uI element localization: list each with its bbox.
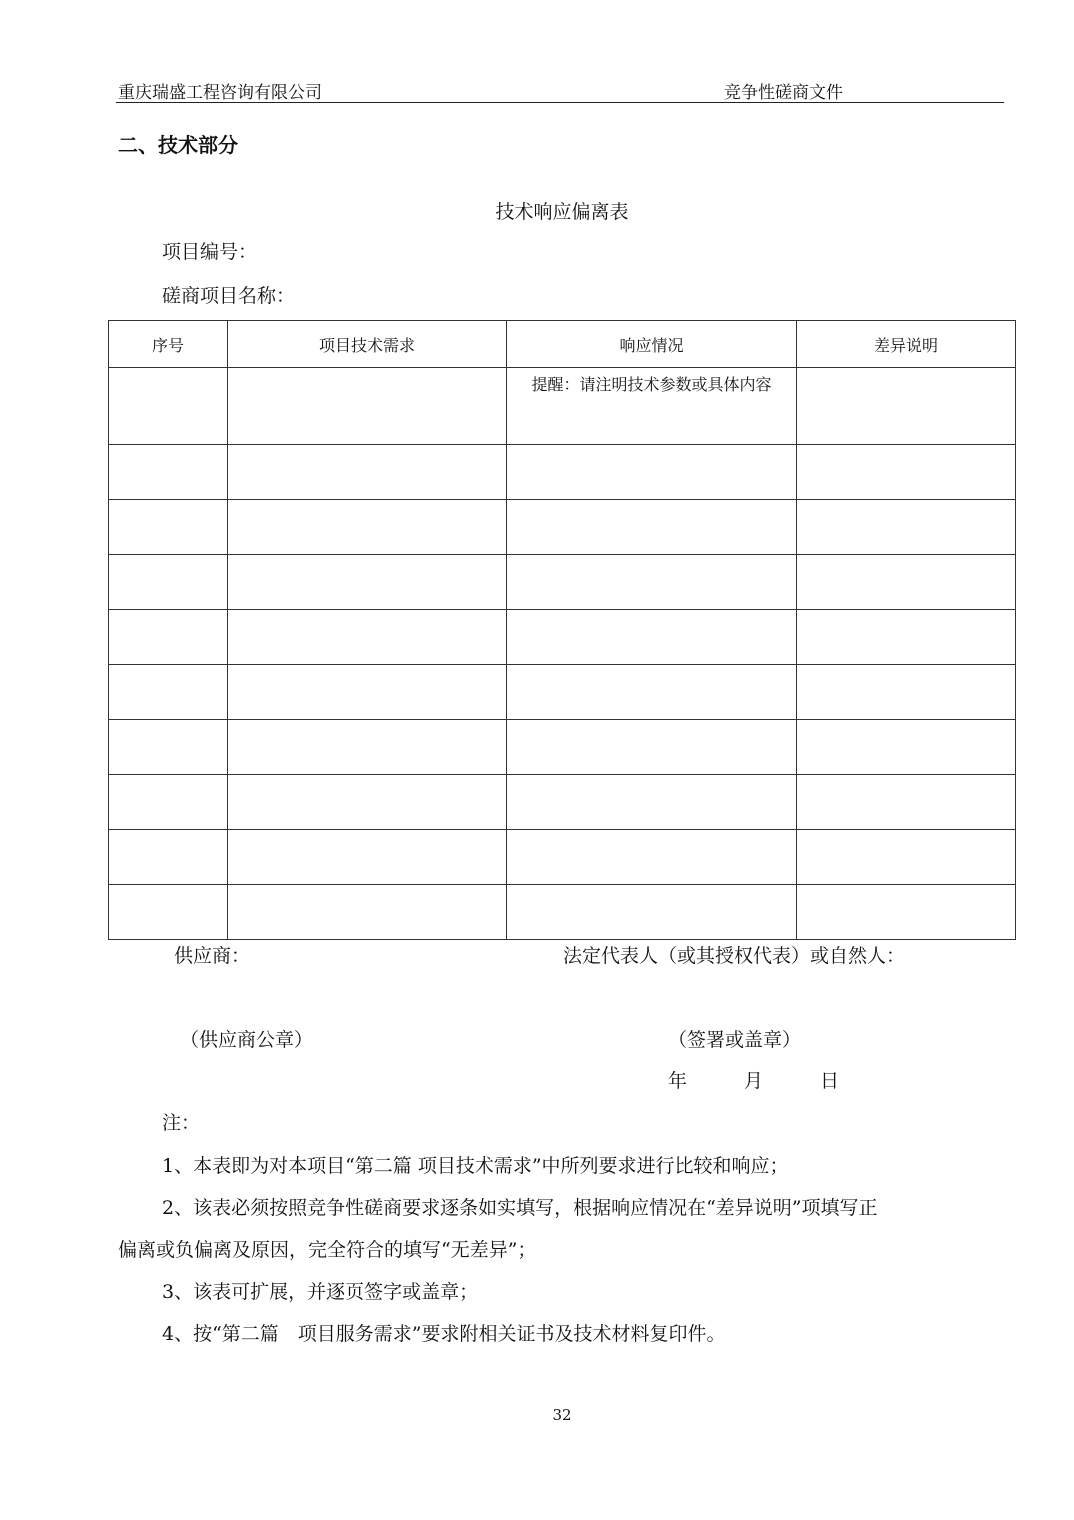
cell-index[interactable] (109, 368, 228, 445)
table-row (109, 665, 1016, 720)
cell-index[interactable] (109, 610, 228, 665)
project-no-label: 项目编号： (162, 241, 258, 263)
cell-index[interactable] (109, 720, 228, 775)
representative-seal-label: （签署或盖章） (668, 1029, 802, 1051)
note-item: 1、本表即为对本项目“第二篇 项目技术需求”中所列要求进行比较和响应； (162, 1155, 789, 1177)
cell-response[interactable] (507, 500, 797, 555)
date-year-label: 年 (668, 1070, 688, 1092)
supplier-seal-label: （供应商公章） (180, 1029, 314, 1051)
table-row (109, 775, 1016, 830)
cell-requirement[interactable] (228, 500, 507, 555)
section-title: 二、技术部分 (118, 133, 238, 157)
cell-difference[interactable] (797, 500, 1016, 555)
column-header-difference: 差异说明 (797, 321, 1016, 368)
column-header-requirement: 项目技术需求 (228, 321, 507, 368)
table-row (109, 830, 1016, 885)
cell-response[interactable] (507, 775, 797, 830)
table-row (109, 610, 1016, 665)
cell-response[interactable] (507, 368, 797, 445)
header-doc-type: 竞争性磋商文件 (724, 83, 843, 103)
cell-response[interactable] (507, 555, 797, 610)
cell-requirement[interactable] (228, 665, 507, 720)
cell-requirement[interactable] (228, 885, 507, 940)
cell-difference[interactable] (797, 445, 1016, 500)
cell-requirement[interactable] (228, 610, 507, 665)
table-row (109, 500, 1016, 555)
cell-response[interactable] (507, 445, 797, 500)
note-item: 2、该表必须按照竞争性磋商要求逐条如实填写，根据响应情况在“差异说明”项填写正 (162, 1197, 878, 1219)
response-hint: 提醒：请注明技术参数或具体内容 (531, 375, 772, 394)
cell-difference[interactable] (797, 720, 1016, 775)
cell-requirement[interactable] (228, 445, 507, 500)
project-name-label: 磋商项目名称： (162, 285, 296, 307)
cell-difference[interactable] (797, 665, 1016, 720)
cell-difference[interactable] (797, 555, 1016, 610)
date-month-label: 月 (744, 1070, 764, 1092)
header-company: 重庆瑞盛工程咨询有限公司 (118, 83, 322, 103)
table-row (109, 555, 1016, 610)
cell-requirement[interactable] (228, 555, 507, 610)
cell-difference[interactable] (797, 830, 1016, 885)
note-item: 4、按“第二篇 项目服务需求”要求附相关证书及技术材料复印件。 (162, 1323, 726, 1345)
table-row (109, 885, 1016, 940)
table-row (109, 720, 1016, 775)
table-row (109, 445, 1016, 500)
cell-response[interactable] (507, 885, 797, 940)
cell-difference[interactable] (797, 610, 1016, 665)
notes-title: 注： (162, 1112, 201, 1134)
cell-index[interactable] (109, 830, 228, 885)
cell-difference[interactable] (797, 885, 1016, 940)
cell-index[interactable] (109, 445, 228, 500)
deviation-table (108, 320, 1016, 940)
date-day-label: 日 (820, 1070, 840, 1092)
note-item: 3、该表可扩展，并逐页签字或盖章； (162, 1281, 479, 1303)
column-header-index: 序号 (109, 321, 228, 368)
table-header-row (109, 321, 1016, 368)
representative-label: 法定代表人（或其授权代表）或自然人： (563, 945, 906, 967)
header-divider (116, 102, 1004, 103)
cell-index[interactable] (109, 500, 228, 555)
cell-difference[interactable] (797, 368, 1016, 445)
cell-response[interactable] (507, 830, 797, 885)
table-row (109, 368, 1016, 445)
cell-requirement[interactable] (228, 368, 507, 445)
cell-requirement[interactable] (228, 775, 507, 830)
cell-difference[interactable] (797, 775, 1016, 830)
cell-response[interactable] (507, 610, 797, 665)
cell-requirement[interactable] (228, 720, 507, 775)
cell-index[interactable] (109, 555, 228, 610)
cell-response[interactable] (507, 665, 797, 720)
note-item-continued: 偏离或负偏离及原因，完全符合的填写“无差异”； (118, 1239, 537, 1261)
form-title: 技术响应偏离表 (495, 201, 629, 223)
cell-response[interactable] (507, 720, 797, 775)
column-header-response: 响应情况 (507, 321, 797, 368)
cell-index[interactable] (109, 665, 228, 720)
supplier-label: 供应商： (174, 945, 251, 967)
page-number: 32 (552, 1406, 572, 1424)
cell-index[interactable] (109, 885, 228, 940)
cell-requirement[interactable] (228, 830, 507, 885)
cell-index[interactable] (109, 775, 228, 830)
